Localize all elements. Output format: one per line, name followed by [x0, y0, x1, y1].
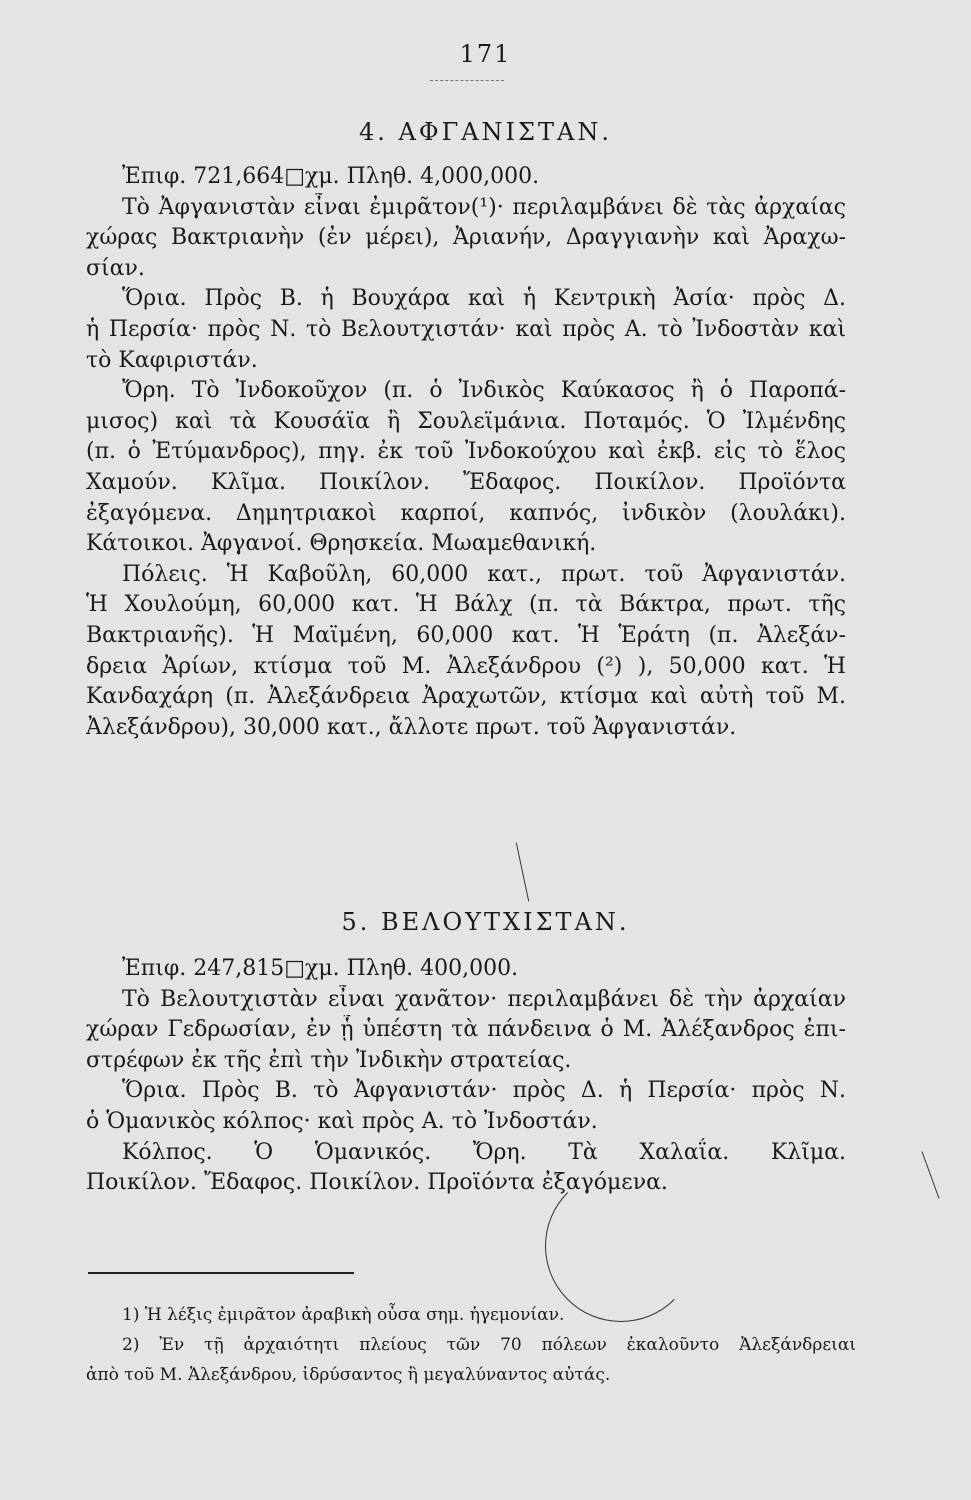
text-line: Τὸ Βελουτχιστὰν εἶναι χανᾶτον· περιλαμβάνει δὲ τὴν ἀρχαίαν — [122, 986, 846, 1012]
text-line: Χαμούν. Κλῖμα. Ποικίλον. Ἔδαφος. Ποικίλον. Προϊόντα — [86, 469, 846, 495]
footnote-2: 2) Ἐν τῇ ἀρχαιότητι πλείους τῶν 70 πόλεων ἐκαλοῦντο Ἀλεξάνδρειαι — [122, 1335, 856, 1355]
text-line: Ἐπιφ. 721,664□χμ. Πληθ. 4,000,000. — [122, 164, 540, 189]
ornamental-rule — [430, 74, 504, 81]
page-number: 171 — [459, 40, 512, 68]
text-line: Ἀλεξάνδρου), 30,000 κατ., ἄλλοτε πρωτ. τοῦ Ἀφγανιστάν. — [86, 714, 737, 740]
pencil-mark — [516, 843, 529, 902]
text-line: Ὅρια. Πρὸς Β. τὸ Ἀφγανιστάν· πρὸς Δ. ἡ Περσία· πρὸς Ν. — [122, 1078, 846, 1104]
text-line: τὸ Καφιριστάν. — [86, 347, 258, 373]
text-line: Ὅρια. Πρὸς Β. ἡ Βουχάρα καὶ ἡ Κεντρικὴ Ἀσία· πρὸς Δ. — [122, 286, 846, 312]
text-line: Κανδαχάρη (π. Ἀλεξάνδρεια Ἀραχωτῶν, κτίσμα καὶ αὐτὴ τοῦ Μ. — [86, 684, 846, 710]
text-line: Ὄρη. Τὸ Ἰνδοκοῦχον (π. ὁ Ἰνδικὸς Καύκασος ἢ ὁ Παροπά- — [122, 378, 846, 404]
text-line: χώραν Γεδρωσίαν, ἐν ᾗ ὑπέστη τὰ πάνδεινα ὁ Μ. Ἀλέξανδρος ἐπι- — [86, 1017, 846, 1043]
text-line: Ἡ Χουλούμη, 60,000 κατ. Ἡ Βάλχ (π. τὰ Βάκτρα, πρωτ. τῆς — [86, 592, 846, 618]
text-line: Πόλεις. Ἡ Καβοῦλη, 60,000 κατ., πρωτ. τοῦ Ἀφγανιστάν. — [122, 561, 846, 587]
footnote-1: 1) Ἡ λέξις ἐμιρᾶτον ἀραβικὴ οὖσα σημ. ἡγεμονίαν. — [122, 1305, 565, 1325]
text-line: χώρας Βακτριανὴν (ἐν μέρει), Ἀριανήν, Δραγγιανὴν καὶ Ἀραχω- — [86, 225, 846, 251]
text-line: Κόλπος. Ὁ Ὁμανικός. Ὄρη. Τὰ Χαλαΐα. Κλῖμα. — [122, 1139, 846, 1165]
text-line: Κάτοικοι. Ἀφγανοί. Θρησκεία. Μωαμεθανική. — [86, 531, 597, 557]
section-body-afghanistan — [86, 162, 846, 743]
text-line: ἡ Περσία· πρὸς Ν. τὸ Βελουτχιστάν· καὶ πρὸς Α. τὸ Ἰνδοστὰν καὶ — [86, 316, 846, 342]
text-line: σίαν. — [86, 255, 145, 281]
footnotes — [86, 1300, 856, 1390]
footnote-divider — [88, 1272, 354, 1274]
section-body-baluchistan — [86, 954, 846, 1199]
text-line: Τὸ Ἀφγανιστὰν εἶναι ἐμιρᾶτον(¹)· περιλαμβάνει δὲ τὰς ἀρχαίας — [122, 194, 846, 220]
text-line: δρεια Ἀρίων, κτίσμα τοῦ Μ. Ἀλεξάνδρου (²) ), 50,000 κατ. Ἡ — [86, 653, 846, 679]
pencil-mark — [921, 1151, 939, 1198]
text-line: Βακτριανῆς). Ἡ Μαϊμένη, 60,000 κατ. Ἡ Ἑράτη (π. Ἀλεξάν- — [86, 622, 846, 648]
text-line: μισος) καὶ τὰ Κουσάϊα ἢ Σουλεϊμάνια. Ποταμός. Ὁ Ἰλμένδης — [86, 408, 846, 434]
text-line: (π. ὁ Ἐτύμανδρος), πηγ. ἐκ τοῦ Ἰνδοκούχου καὶ ἐκβ. εἰς τὸ ἕλος — [86, 439, 846, 465]
text-line: Ποικίλον. Ἔδαφος. Ποικίλον. Προϊόντα ἐξαγόμενα. — [86, 1170, 668, 1196]
section-heading-afghanistan: 4. ΑΦΓΑΝΙΣΤΑΝ. — [359, 118, 612, 146]
text-line: ἐξαγόμενα. Δημητριακοὶ καρποί, καπνός, ἰνδικὸν (λουλάκι). — [86, 500, 846, 526]
text-line: Ἐπιφ. 247,815□χμ. Πληθ. 400,000. — [122, 956, 519, 981]
pencil-mark — [545, 1170, 697, 1322]
text-line: στρέφων ἐκ τῆς ἐπὶ τὴν Ἰνδικὴν στρατείας. — [86, 1047, 572, 1073]
section-heading-baluchistan: 5. ΒΕΛΟΥΤΧΙΣΤΑΝ. — [341, 908, 630, 936]
footnote-2-continuation: ἀπὸ τοῦ Μ. Ἀλεξάνδρου, ἱδρύσαντος ἢ μεγαλύναντος αὐτάς. — [86, 1365, 611, 1385]
text-line: ὁ Ὁμανικὸς κόλπος· καὶ πρὸς Α. τὸ Ἰνδοστάν. — [86, 1108, 598, 1134]
